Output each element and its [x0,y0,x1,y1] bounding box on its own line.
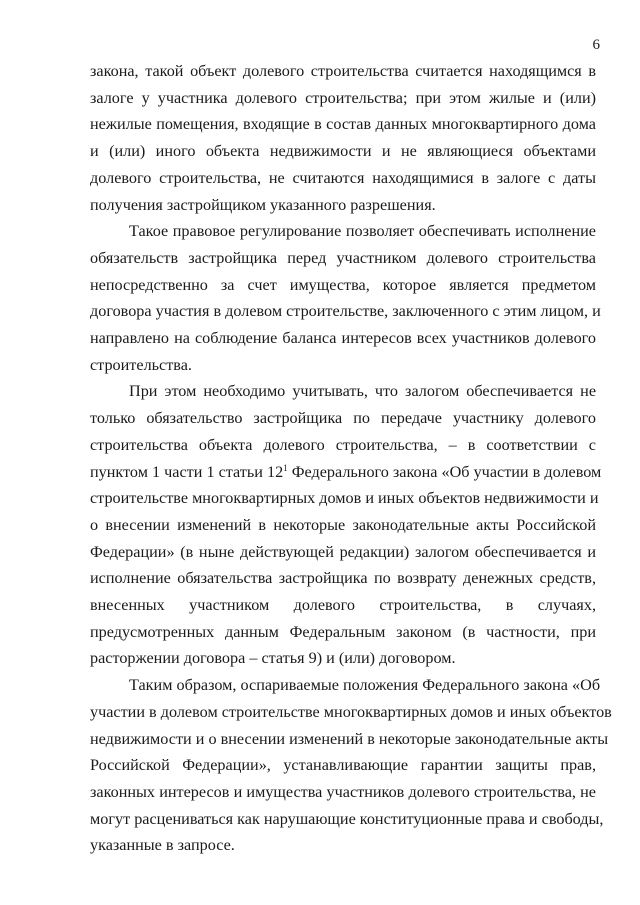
page-number: 6 [592,37,600,53]
text-line: исполнение обязательства застройщика по возврату денежных средств, [90,569,596,588]
paragraph [90,378,602,672]
text-line: участии в долевом строительстве многоквартирных домов и иных объектов [90,702,612,721]
text-line: закона, такой объект долевого строительства считается находящимся в [90,62,596,80]
text-line: Такое правовое регулирование позволяет обеспечивать исполнение [129,222,596,241]
text-line: долевого строительства, не считаются находящимися в залоге с даты [90,168,596,187]
text-line: указанные в запросе. [90,836,235,855]
paragraph [90,672,612,859]
text-line: обязательств застройщика перед участником долевого строительства [90,248,596,267]
text-line: строительстве многоквартирных домов и иных объектов недвижимости и [90,489,599,508]
paragraph [90,218,601,378]
paragraph [90,58,596,218]
text-line: залоге у участника долевого строительства; при этом жилые и (или) [90,88,596,107]
text-line: направлено на соблюдение баланса интересов всех участников долевого [90,329,596,348]
text-line: При этом необходимо учитывать, что залогом обеспечивается не [129,382,596,401]
text-line: Таким образом, оспариваемые положения Федерального закона «Об [129,676,601,695]
superscript: 1 [283,462,288,473]
text-line: получения застройщиком указанного разрешения. [90,195,436,214]
document-body [90,58,612,859]
text-line [90,459,602,486]
text-line: непосредственно за счет имущества, которое является предметом [90,275,596,294]
text-line: о внесении изменений в некоторые законодательные акты Российской [90,515,596,534]
text-line: могут расцениваться как нарушающие конституционные права и свободы, [90,809,604,828]
text-line: внесенных участником долевого строительства, в случаях, [90,596,596,615]
text-line: предусмотренных данным Федеральным законом (в частности, при [90,622,596,641]
text-line: нежилые помещения, входящие в состав данных многоквартирного дома [90,115,596,134]
text-line: только обязательство застройщика по передаче участнику долевого [90,409,596,428]
text-line: строительства. [90,355,192,374]
text-run: Федерального закона «Об участии в долевом [287,462,602,481]
text-line: Российской Федерации», устанавливающие гарантии защиты прав, [90,756,596,775]
text-run: пунктом 1 части 1 статьи 12 [90,462,284,481]
text-line: недвижимости и о внесении изменений в некоторые законодательные акты [90,729,609,748]
text-line: законных интересов и имущества участников долевого строительства, не [90,782,596,801]
text-line: расторжении договора – статья 9) и (или) договором. [90,649,456,668]
text-line: Федерации» (в ныне действующей редакции) залогом обеспечивается и [90,542,596,561]
text-line: строительства объекта долевого строительства, – в соответствии с [90,435,596,454]
text-line: договора участия в долевом строительстве, заключенного с этим лицом, и [90,302,601,321]
text-line: и (или) иного объекта недвижимости и не являющиеся объектами [90,142,596,161]
